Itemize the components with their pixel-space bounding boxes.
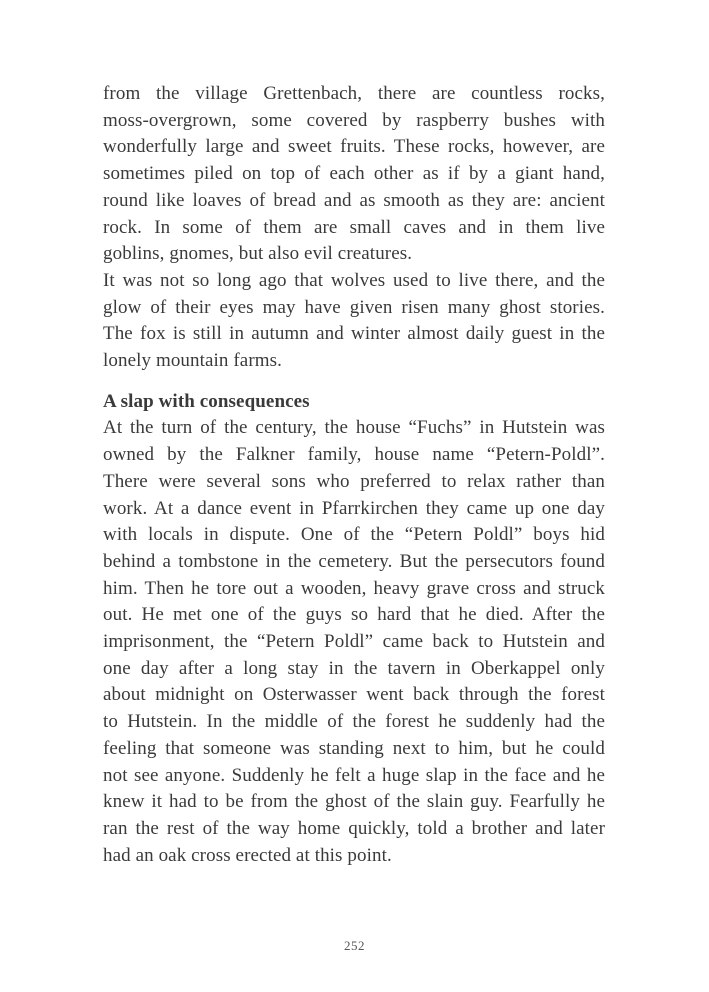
- text-line: owned by the Falkner family, house name “Petern-Poldl”.: [103, 444, 605, 466]
- text-line: It was not so long ago that wolves used to live there, and the: [103, 269, 605, 291]
- text-line: At the turn of the century, the house “Fuchs” in Hutstein was: [103, 417, 605, 439]
- text-line: wonderfully large and sweet fruits. These rocks, however, are: [103, 136, 605, 158]
- text-line: There were several sons who preferred to relax rather than: [103, 470, 605, 492]
- text-line: with locals in dispute. One of the “Petern Poldl” boys hid: [103, 524, 605, 546]
- text-line: round like loaves of bread and as smooth as they are: ancient: [103, 189, 605, 211]
- text-line: behind a tombstone in the cemetery. But the persecutors found: [103, 550, 605, 572]
- text-line: rock. In some of them are small caves and in them live: [103, 216, 605, 238]
- paragraph-slap-story: [103, 415, 605, 869]
- text-line: ran the rest of the way home quickly, told a brother and later: [103, 817, 605, 839]
- text-line: work. At a dance event in Pfarrkirchen they came up one day: [103, 497, 605, 519]
- section-heading: A slap with consequences: [103, 390, 310, 412]
- text-line: knew it had to be from the ghost of the slain guy. Fearfully he: [103, 791, 605, 813]
- page-number: 252: [344, 938, 365, 953]
- text-line: feeling that someone was standing next to him, but he could: [103, 737, 605, 759]
- text-line: glow of their eyes may have given risen many ghost stories.: [103, 296, 605, 318]
- text-line: goblins, gnomes, but also evil creatures.: [103, 243, 413, 265]
- text-line: about midnight on Osterwasser went back through the forest: [103, 684, 605, 706]
- text-line: him. Then he tore out a wooden, heavy grave cross and struck: [103, 577, 605, 599]
- text-line: from the village Grettenbach, there are countless rocks,: [103, 83, 605, 104]
- text-line: to Hutstein. In the middle of the forest he suddenly had the: [103, 711, 605, 733]
- text-block: [103, 81, 605, 869]
- text-line: one day after a long stay in the tavern in Oberkappel only: [103, 657, 605, 679]
- text-line: had an oak cross erected at this point.: [103, 844, 392, 866]
- text-line: lonely mountain farms.: [103, 350, 282, 372]
- text-line: not see anyone. Suddenly he felt a huge slap in the face and he: [103, 764, 605, 786]
- text-line: sometimes piled on top of each other as if by a giant hand,: [103, 163, 605, 185]
- paragraph-rocks: [103, 81, 605, 268]
- text-line: out. He met one of the guys so hard that he died. After the: [103, 604, 605, 626]
- text-line: The fox is still in autumn and winter almost daily guest in the: [103, 323, 605, 345]
- text-line: imprisonment, the “Petern Poldl” came back to Hutstein and: [103, 631, 605, 653]
- paragraph-wolves: [103, 268, 605, 375]
- text-line: moss-overgrown, some covered by raspberry bushes with: [103, 109, 605, 131]
